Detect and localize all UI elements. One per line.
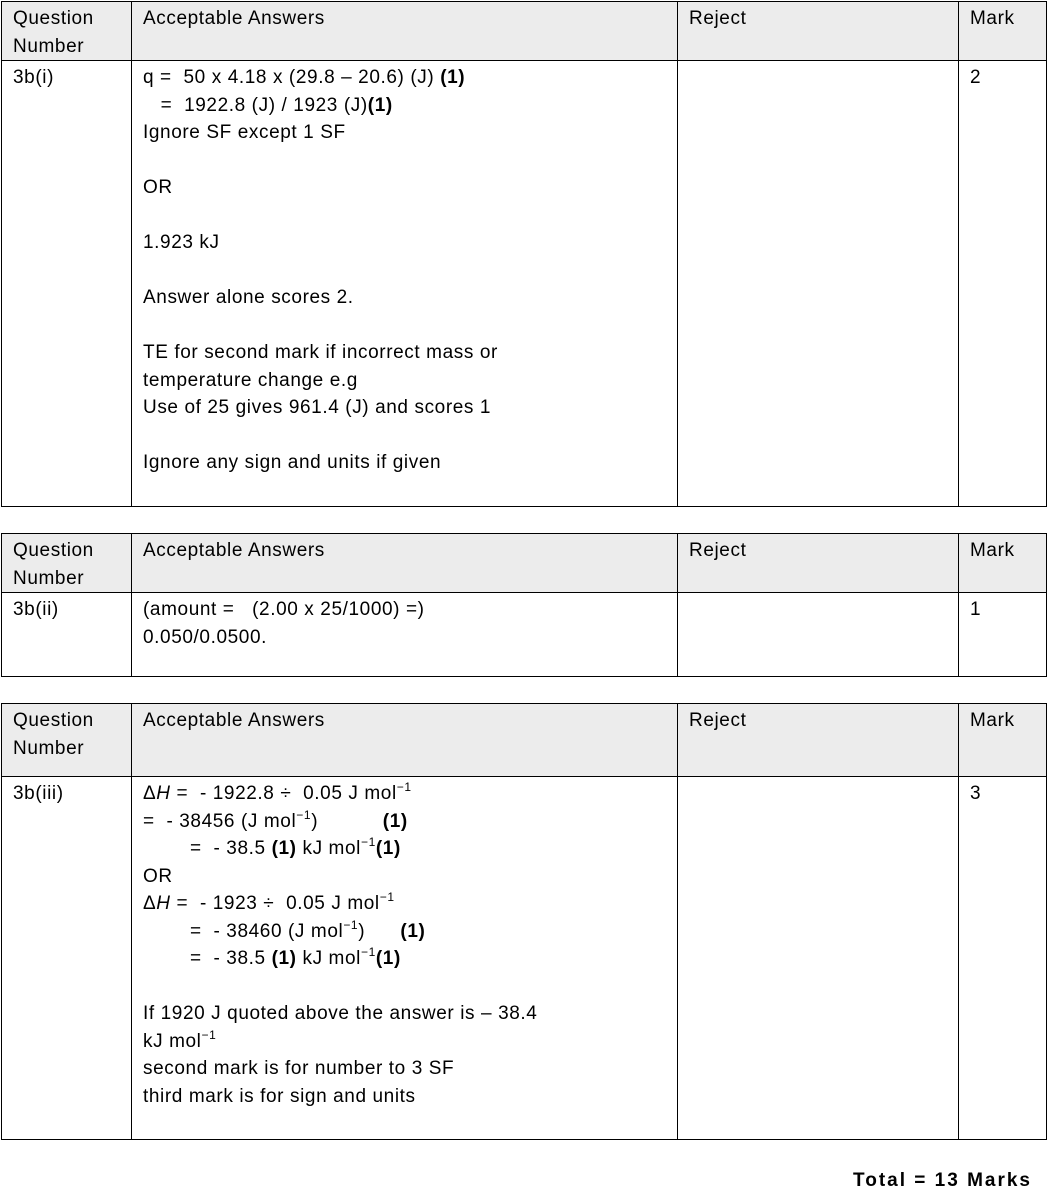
- header-row: [2, 534, 1047, 593]
- header-acceptable-answers: Acceptable Answers: [132, 704, 678, 777]
- answer-row: [2, 61, 1047, 507]
- answer-row: [2, 593, 1047, 677]
- question-number: 3b(ii): [2, 593, 132, 677]
- answer-line: Ignore SF except 1 SF: [143, 122, 346, 143]
- mark-scheme-table-3bi: [1, 1, 1047, 507]
- acceptable-answers-cell: [132, 777, 678, 1140]
- answer-line: kJ mol$^{-1}$: [143, 1027, 217, 1052]
- mark-cell: 1: [959, 593, 1047, 677]
- answer-line: OR: [143, 177, 173, 198]
- header-question-number: Question Number: [2, 534, 132, 593]
- answer-line: = - 38460 (J mol$^{-1}$) (1): [143, 917, 426, 942]
- header-reject: Reject: [678, 2, 959, 61]
- answer-line: ΔH = - 1922.8 ÷ 0.05 J mol$^{-1}$: [143, 780, 412, 804]
- header-mark: Mark: [959, 534, 1047, 593]
- answer-line: Use of 25 gives 961.4 (J) and scores 1: [143, 397, 492, 418]
- acceptable-answers-cell: [132, 593, 678, 677]
- mark-cell: 3: [959, 777, 1047, 1140]
- blank-line: [143, 312, 667, 340]
- blank-line: [143, 422, 667, 450]
- header-row: [2, 704, 1047, 777]
- answer-line: TE for second mark if incorrect mass or: [143, 342, 498, 363]
- reject-cell: [678, 777, 959, 1140]
- answer-line: = - 38456 (J mol$^{-1}$) (1): [143, 807, 408, 832]
- mark-scheme-table-3bii: [1, 533, 1047, 677]
- answer-line: If 1920 J quoted above the answer is – 38.4: [143, 1003, 538, 1024]
- blank-line: [143, 202, 667, 230]
- total-marks: Total = 13 Marks: [853, 1170, 1032, 1191]
- answer-row: [2, 777, 1047, 1140]
- answer-line: OR: [143, 865, 173, 887]
- answer-line: Answer alone scores 2.: [143, 287, 354, 308]
- answer-line: Ignore any sign and units if given: [143, 452, 442, 473]
- mark-scheme-table-3biii: [1, 703, 1047, 1140]
- answer-line: temperature change e.g: [143, 369, 358, 391]
- answer-line: (amount = (2.00 x 25/1000) =): [143, 599, 425, 620]
- answer-line: second mark is for number to 3 SF: [143, 1058, 455, 1079]
- blank-line: [143, 257, 667, 285]
- answer-line: 1.923 kJ: [143, 232, 220, 253]
- header-mark: Mark: [959, 704, 1047, 777]
- header-question-number: Question Number: [2, 2, 132, 61]
- header-acceptable-answers: Acceptable Answers: [132, 2, 678, 61]
- answer-line: = 1922.8 (J) / 1923 (J)(1): [143, 94, 393, 116]
- blank-line: [143, 973, 667, 1001]
- blank-line: [143, 147, 667, 175]
- answer-line: ΔH = - 1923 ÷ 0.05 J mol$^{-1}$: [143, 890, 395, 914]
- question-number: 3b(iii): [2, 777, 132, 1140]
- question-number: 3b(i): [2, 61, 132, 507]
- answer-line: = - 38.5 (1) kJ mol$^{-1}$(1): [143, 945, 401, 969]
- header-reject: Reject: [678, 704, 959, 777]
- answer-line: 0.050/0.0500.: [143, 626, 268, 648]
- header-reject: Reject: [678, 534, 959, 593]
- answer-line: = - 38.5 (1) kJ mol$^{-1}$(1): [143, 835, 401, 859]
- mark-cell: 2: [959, 61, 1047, 507]
- header-acceptable-answers: Acceptable Answers: [132, 534, 678, 593]
- reject-cell: [678, 593, 959, 677]
- header-question-number: Question Number: [2, 704, 132, 777]
- header-row: [2, 2, 1047, 61]
- reject-cell: [678, 61, 959, 507]
- answer-line: third mark is for sign and units: [143, 1085, 416, 1107]
- header-mark: Mark: [959, 2, 1047, 61]
- answer-line: q = 50 x 4.18 x (29.8 – 20.6) (J) (1): [143, 67, 466, 88]
- acceptable-answers-cell: [132, 61, 678, 507]
